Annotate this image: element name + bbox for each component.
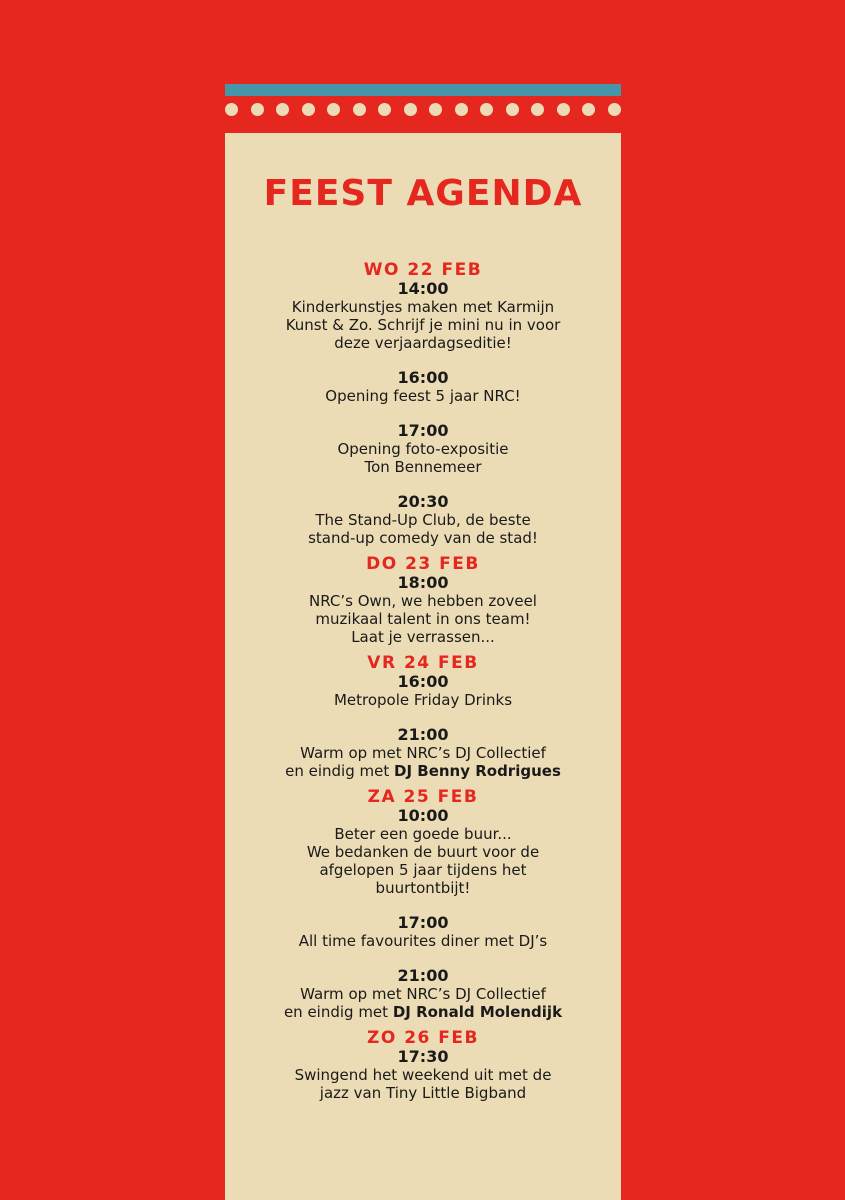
event-description-line: Kinderkunstjes maken met Karmijn xyxy=(291,298,555,316)
decor-dot xyxy=(327,103,340,116)
decor-dot xyxy=(506,103,519,116)
top-stripe xyxy=(225,84,621,96)
dot-row xyxy=(225,103,621,117)
decor-dot xyxy=(225,103,238,116)
event-time: 17:30 xyxy=(397,1047,449,1066)
event-time: 21:00 xyxy=(397,966,449,985)
page-title: FEEST AGENDA xyxy=(263,173,583,214)
decor-dot xyxy=(480,103,493,116)
event-time: 17:00 xyxy=(397,421,449,440)
decor-dot xyxy=(302,103,315,116)
dj-name: DJ Benny Rodrigues xyxy=(394,762,561,780)
decor-dot xyxy=(557,103,570,116)
day-heading: WO 22 FEB xyxy=(363,260,483,280)
event-item xyxy=(225,967,621,1021)
event-description-line: en eindig met DJ Benny Rodrigues xyxy=(285,762,561,780)
event-description-line: The Stand-Up Club, de beste xyxy=(315,511,531,529)
event-description-line: Kunst & Zo. Schrijf je mini nu in voor xyxy=(285,316,561,334)
event-time: 17:00 xyxy=(397,913,449,932)
agenda-panel xyxy=(225,133,621,1200)
decor-dot xyxy=(251,103,264,116)
event-description-line: We bedanken de buurt voor de xyxy=(306,843,540,861)
event-time: 14:00 xyxy=(397,279,449,298)
day-heading: VR 24 FEB xyxy=(367,653,479,673)
decor-dot xyxy=(404,103,417,116)
event-item xyxy=(225,1048,621,1102)
event-time: 20:30 xyxy=(397,492,449,511)
decor-dot xyxy=(608,103,621,116)
event-description-line: Warm op met NRC’s DJ Collectief xyxy=(300,985,546,1003)
event-time: 10:00 xyxy=(397,806,449,825)
event-description-line: stand-up comedy van de stad! xyxy=(308,529,538,547)
event-description-line: deze verjaardagseditie! xyxy=(334,334,512,352)
event-time: 21:00 xyxy=(397,725,449,744)
day-heading: ZO 26 FEB xyxy=(367,1028,479,1048)
day-heading: DO 23 FEB xyxy=(366,554,480,574)
event-description-line: Opening foto-expositie xyxy=(337,440,509,458)
event-item xyxy=(225,726,621,780)
event-description-line: afgelopen 5 jaar tijdens het xyxy=(319,861,527,879)
decor-dot xyxy=(531,103,544,116)
event-description-line: Swingend het weekend uit met de xyxy=(294,1066,552,1084)
event-item xyxy=(225,807,621,897)
event-item xyxy=(225,369,621,405)
event-item xyxy=(225,574,621,646)
day-heading: ZA 25 FEB xyxy=(367,787,479,807)
event-description-line: Metropole Friday Drinks xyxy=(333,691,513,709)
decor-dot xyxy=(276,103,289,116)
decor-dot xyxy=(582,103,595,116)
event-description-line: en eindig met DJ Ronald Molendijk xyxy=(283,1003,563,1021)
event-item xyxy=(225,914,621,950)
event-description-line: All time favourites diner met DJ’s xyxy=(298,932,548,950)
decor-dot xyxy=(429,103,442,116)
event-description-line: muzikaal talent in ons team! xyxy=(315,610,531,628)
dj-name: DJ Ronald Molendijk xyxy=(392,1003,563,1021)
event-description-line: jazz van Tiny Little Bigband xyxy=(319,1084,527,1102)
event-item xyxy=(225,422,621,476)
event-time: 16:00 xyxy=(397,368,449,387)
event-description-line: Warm op met NRC’s DJ Collectief xyxy=(300,744,546,762)
decor-dot xyxy=(378,103,391,116)
event-time: 16:00 xyxy=(397,672,449,691)
event-description-line: buurtontbijt! xyxy=(375,879,471,897)
event-description-line: Laat je verrassen... xyxy=(351,628,495,646)
event-item xyxy=(225,673,621,709)
decor-dot xyxy=(455,103,468,116)
event-description-line: NRC’s Own, we hebben zoveel xyxy=(309,592,537,610)
event-description-line: Ton Bennemeer xyxy=(364,458,482,476)
event-description-line: Opening feest 5 jaar NRC! xyxy=(325,387,521,405)
decor-dot xyxy=(353,103,366,116)
event-time: 18:00 xyxy=(397,573,449,592)
event-item xyxy=(225,493,621,547)
event-item xyxy=(225,280,621,352)
event-description-line: Beter een goede buur... xyxy=(334,825,512,843)
agenda-list xyxy=(225,260,621,1102)
